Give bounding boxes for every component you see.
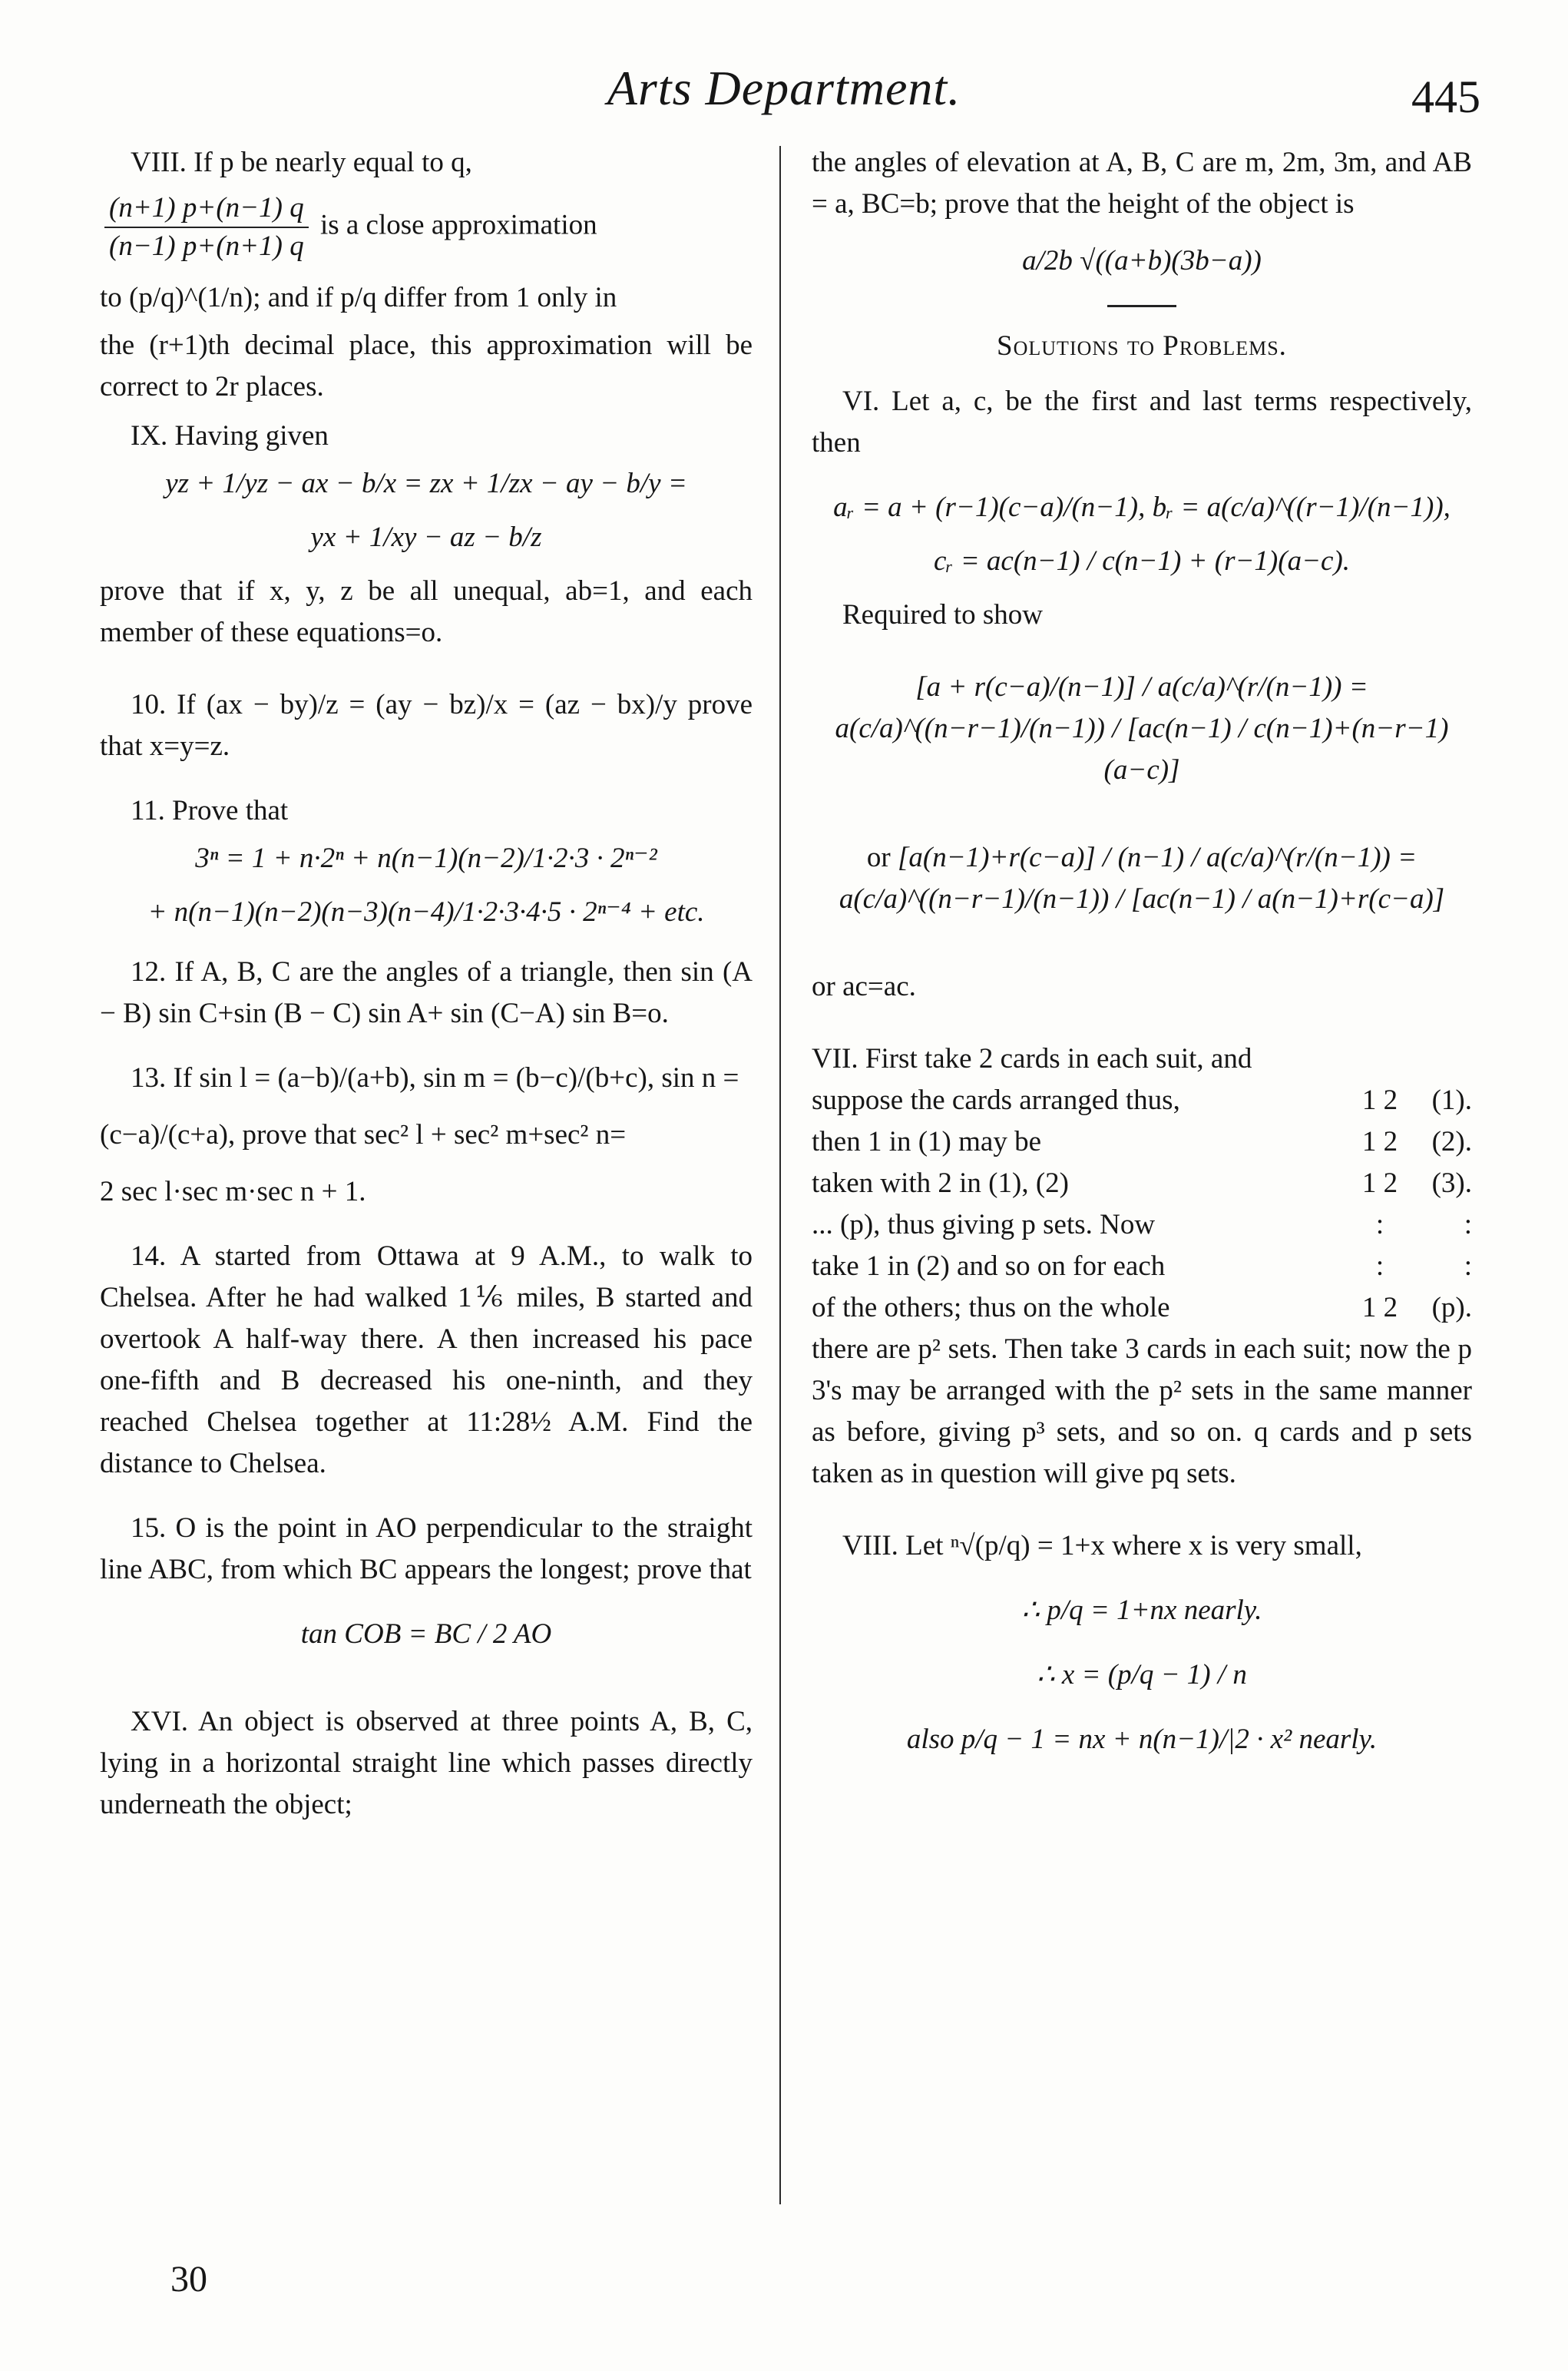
problem-8-fraction-line [100, 190, 753, 265]
problem-8-line-2: to (p/q)^(1/n); and if p/q differ from 1 only in [100, 282, 617, 313]
problem-16-text: XVI. An object is observed at three points A, B, C, lying in a horizontal straight line which passes directly underneath the object; [100, 1706, 753, 1820]
solution-6-equation-1: aᵣ = a + (r−1)(c−a)/(n−1), bᵣ = a(c/a)^((r−1)/(n−1)), [833, 492, 1451, 523]
card-row-text: taken with 2 in (1), (2) [812, 1167, 1069, 1199]
card-row-index: (3). [1431, 1167, 1472, 1199]
solution-7-text: there are p² sets. Then take 3 cards in each suit; now the p 3's may be arranged with the p² sets in the same manner as before, giving p³ sets, and so on. q cards and p sets taken as in question will give pq sets. [812, 1333, 1472, 1489]
problem-10-text: 10. If (ax − by)/z = (ay − bz)/x = (az − bx)/y prove that x=y=z. [100, 689, 753, 762]
card-table-row [812, 1121, 1472, 1163]
problem-15-text: 15. O is the point in AO perpendicular to the straight line ABC, from which BC appears the longest; prove that [100, 1512, 753, 1585]
problem-13-line-1: 13. If sin l = (a−b)/(a+b), sin m = (b−c)/(b+c), sin n = [131, 1062, 739, 1094]
page-number: 445 [1411, 71, 1480, 122]
solution-6-equation-3: [a + r(c−a)/(n−1)] / a(c/a)^(r/(n−1)) = a(c/a)^((n−r−1)/(n−1)) / [ac(n−1) / c(n−1)+(n−r−1)(a−c)] [835, 671, 1449, 786]
section-rule [1107, 305, 1176, 307]
card-row-index: : [1464, 1209, 1472, 1240]
card-row-text: VII. First take 2 cards in each suit, and [812, 1043, 1252, 1075]
problem-16-equation: a/2b √((a+b)(3b−a)) [1022, 245, 1262, 277]
column-divider [779, 146, 781, 2204]
card-table-row [812, 1080, 1472, 1121]
solutions-heading: Solutions to Problems. [997, 330, 1287, 362]
solution-6-equation-4-body: [a(n−1)+r(c−a)] / (n−1) / a(c/a)^(r/(n−1)) = a(c/a)^((n−r−1)/(n−1)) / [ac(n−1) / a(n−1)+r(c−a)] [839, 842, 1445, 915]
fraction-denominator: (n−1) p+(n+1) q [109, 230, 304, 262]
card-row-text: suppose the cards arranged thus, [812, 1085, 1180, 1116]
problem-12-text: 12. If A, B, C are the angles of a triangle, then sin (A − B) sin C+sin (B − C) sin A+ sin (C−A) sin B=o. [100, 956, 753, 1029]
problem-8-fraction-text: is a close approximation [319, 209, 597, 241]
card-table-row [812, 1163, 1472, 1204]
problem-9-equation-1: yz + 1/yz − ax − b/x = zx + 1/zx − ay − b/y = [165, 468, 687, 499]
problem-9-text: prove that if x, y, z be all unequal, ab=1, and each member of these equations=o. [100, 575, 753, 648]
problem-16-continued: the angles of elevation at A, B, C are m, 2m, 3m, and AB = a, BC=b; prove that the height of the object is [812, 147, 1472, 220]
solution-6-equation-4 [812, 837, 1472, 920]
card-row-cards: 1 2 [1361, 1167, 1398, 1199]
card-row-cards: : [1375, 1250, 1384, 1282]
card-table-row [812, 1287, 1472, 1329]
problem-8-fraction [104, 190, 309, 265]
card-row-index: (1). [1431, 1085, 1472, 1116]
card-row-index: (p). [1431, 1292, 1472, 1323]
card-row-cards: : [1375, 1209, 1384, 1240]
problem-13-line-3: 2 sec l·sec m·sec n + 1. [100, 1176, 366, 1207]
card-table-row [812, 1204, 1472, 1246]
problem-11-equation-2: + n(n−1)(n−2)(n−3)(n−4)/1·2·3·4·5 · 2ⁿ⁻⁴ + etc. [147, 896, 705, 928]
signature-mark: 30 [170, 2259, 207, 2300]
problem-13-line-2: (c−a)/(c+a), prove that sec² l + sec² m+sec² n= [100, 1119, 627, 1151]
or-label: or [866, 842, 891, 873]
problem-11-equation-1: 3ⁿ = 1 + n·2ⁿ + n(n−1)(n−2)/1·2·3 · 2ⁿ⁻² [195, 843, 657, 874]
problem-8-line-3: the (r+1)th decimal place, this approximation will be correct to 2r places. [100, 329, 753, 402]
solution-6-conclusion: or ac=ac. [812, 971, 916, 1002]
solution-6-equation-2: cᵣ = ac(n−1) / c(n−1) + (r−1)(a−c). [933, 545, 1351, 577]
card-row-text: ... (p), thus giving p sets. Now [812, 1209, 1156, 1240]
solution-8-equation-3: also p/q − 1 = nx + n(n−1)/|2 · x² nearly. [906, 1724, 1378, 1755]
card-row-index [1411, 1038, 1472, 1080]
solution-7-card-table [812, 1038, 1472, 1329]
card-row-text: take 1 in (2) and so on for each [812, 1250, 1166, 1282]
problem-15-equation: tan COB = BC / 2 AO [300, 1618, 552, 1650]
left-column [100, 142, 753, 1832]
solution-6-required: Required to show [842, 599, 1044, 631]
problem-14-text: 14. A started from Ottawa at 9 A.M., to walk to Chelsea. After he had walked 1⅙ miles, B started and overtook A half-way there. A then increased his pace one-fifth and B decreased his one-ninth, and they reached Chelsea together at 11:28½ A.M. Find the distance to Chelsea. [100, 1240, 753, 1479]
fraction-numerator: (n+1) p+(n−1) q [104, 190, 309, 228]
right-column [812, 142, 1472, 1773]
card-table-row [812, 1246, 1472, 1287]
running-title: Arts Department. [607, 61, 961, 115]
card-row-index: (2). [1431, 1126, 1472, 1157]
card-row-cards: 1 2 [1361, 1085, 1398, 1116]
problem-9-equation-2: yx + 1/xy − az − b/z [310, 522, 542, 553]
card-row-cards: 1 2 [1361, 1292, 1398, 1323]
card-row-cards [1349, 1038, 1411, 1080]
card-row-cards: 1 2 [1361, 1126, 1398, 1157]
card-row-index: : [1464, 1250, 1472, 1282]
solution-8-intro: VIII. Let ⁿ√(p/q) = 1+x where x is very small, [842, 1530, 1362, 1561]
card-row-text: of the others; thus on the whole [812, 1292, 1170, 1323]
solution-8-equation-2: ∴ x = (p/q − 1) / n [1037, 1659, 1247, 1690]
problem-8-intro: VIII. If p be nearly equal to q, [131, 147, 472, 178]
card-table-row [812, 1038, 1472, 1080]
solution-6-intro: VI. Let a, c, be the first and last terms respectively, then [812, 386, 1472, 459]
problem-9-intro: IX. Having given [131, 420, 329, 452]
solution-8-equation-1: ∴ p/q = 1+nx nearly. [1021, 1594, 1262, 1626]
card-row-text: then 1 in (1) may be [812, 1126, 1041, 1157]
problem-11-intro: 11. Prove that [131, 795, 289, 826]
